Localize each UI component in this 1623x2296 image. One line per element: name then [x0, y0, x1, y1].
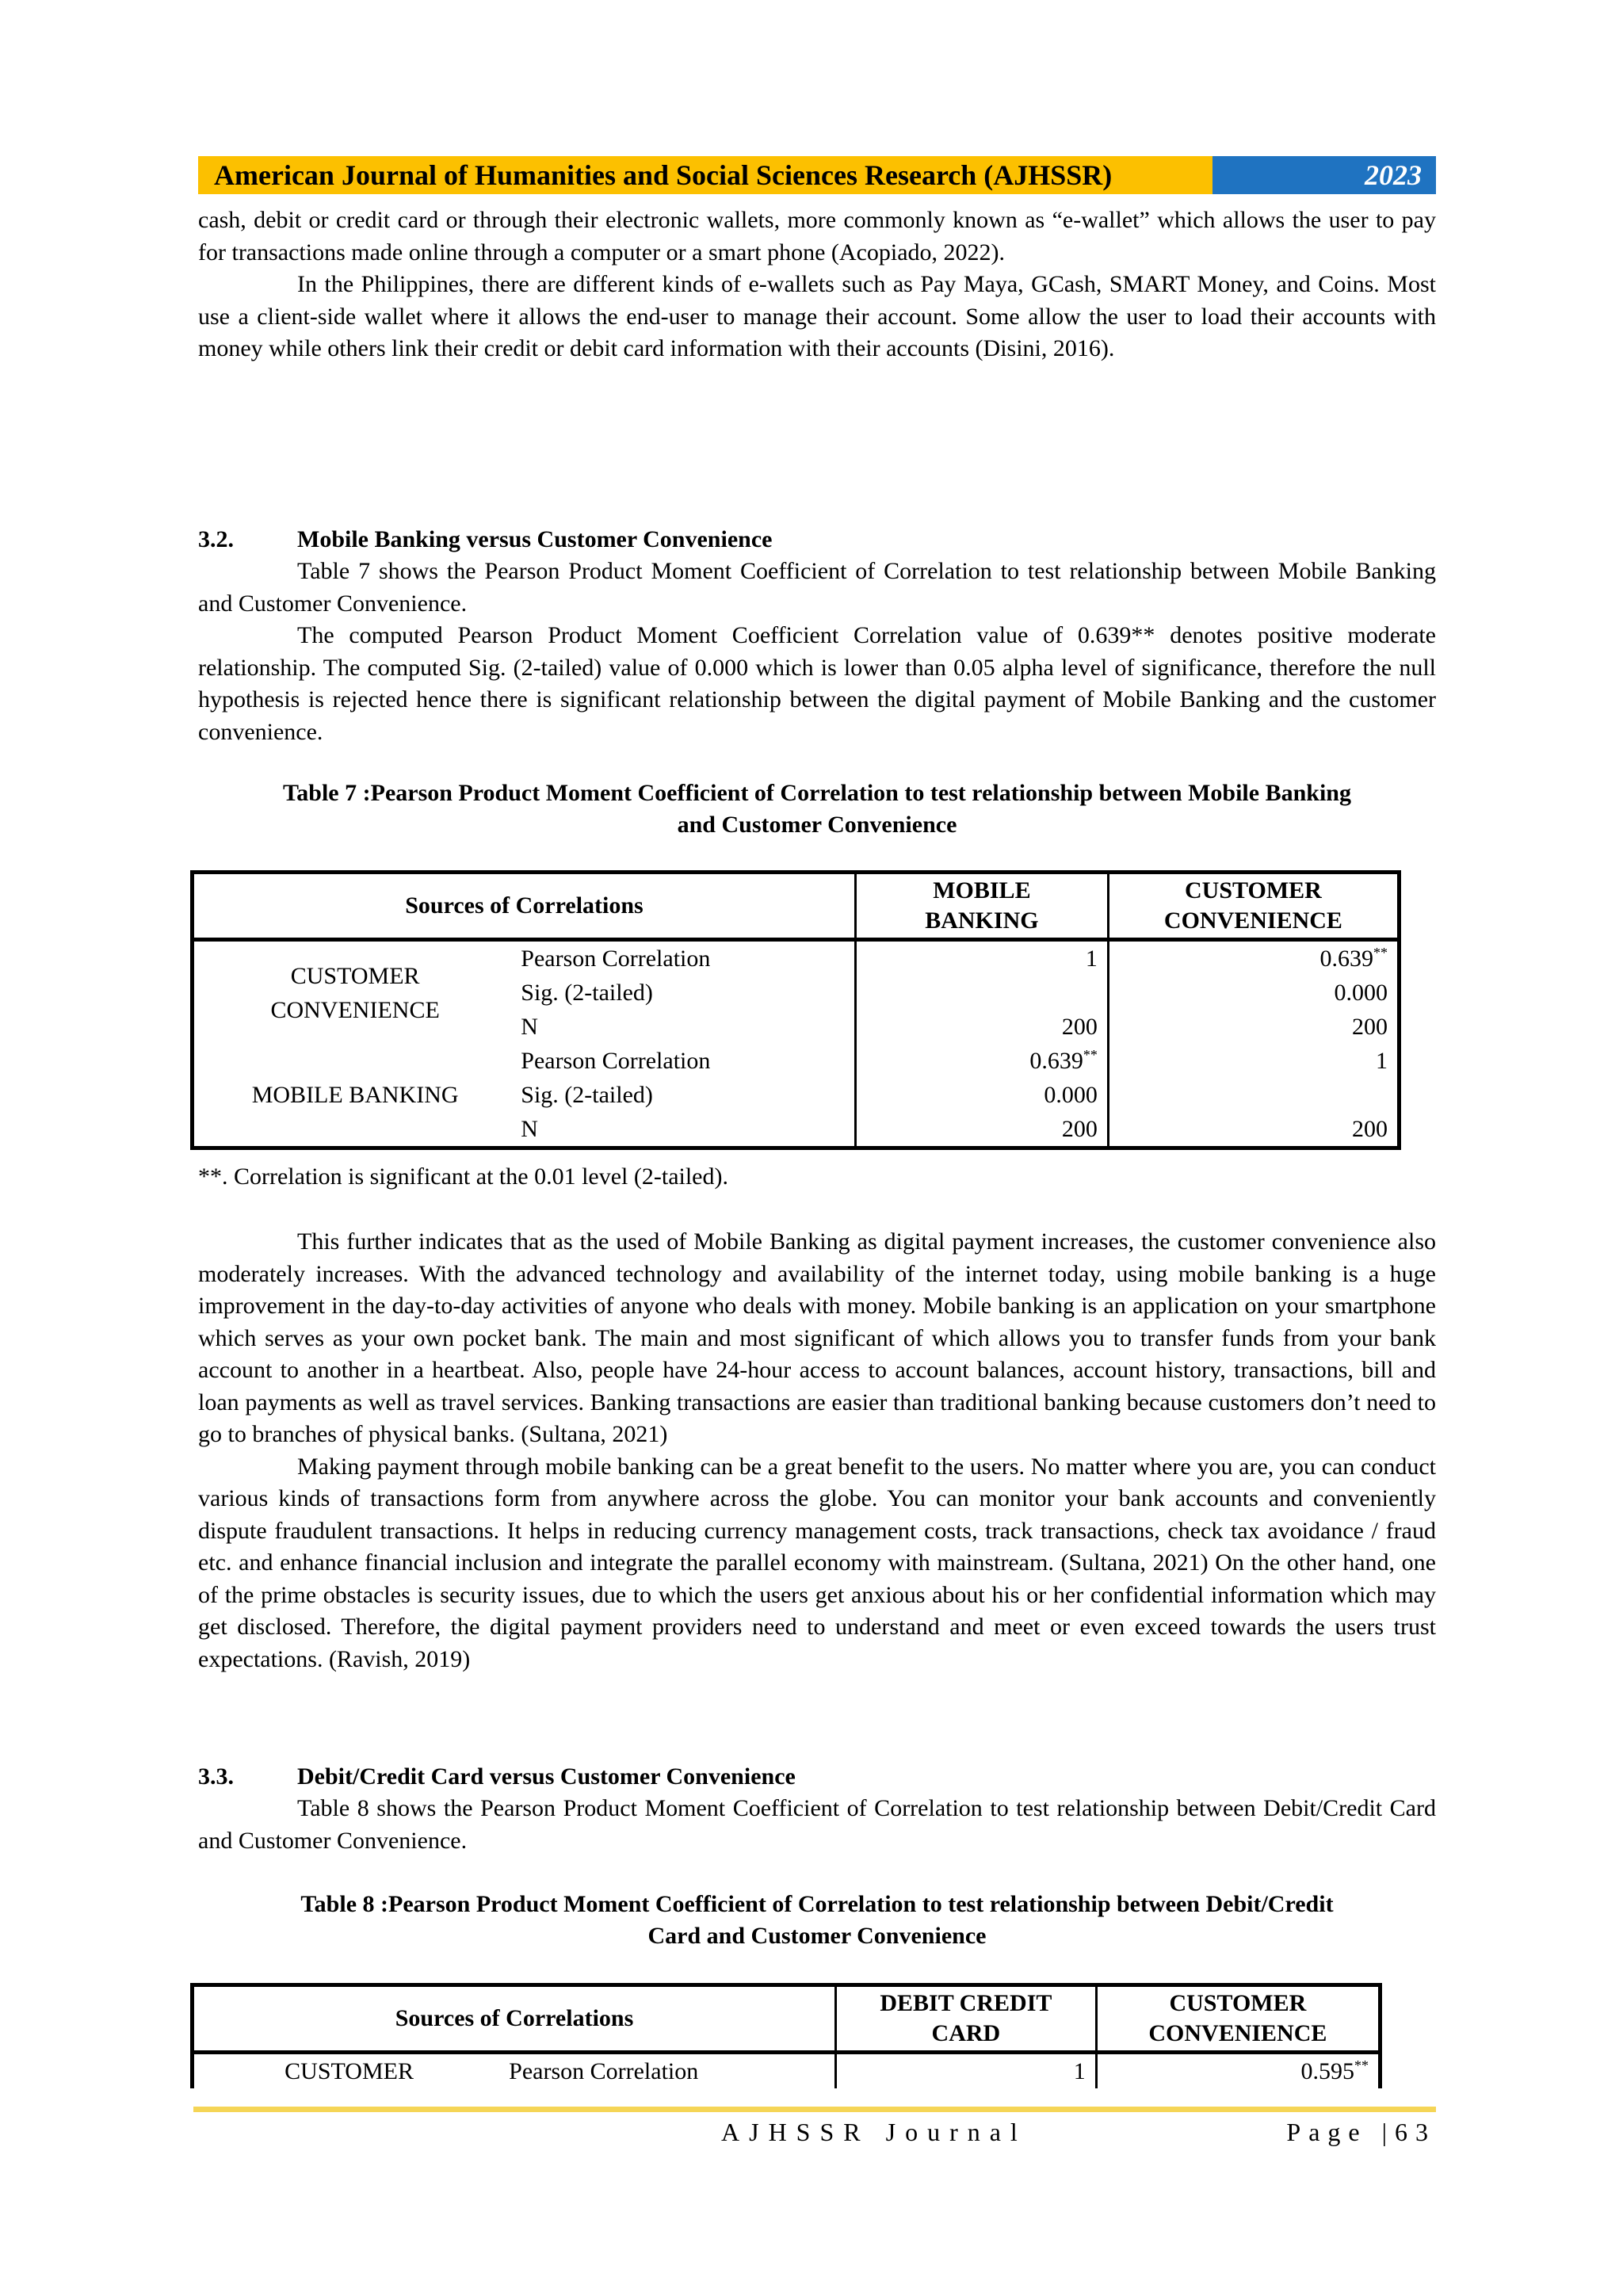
row-label: Pearson Correlation — [521, 946, 711, 972]
group-mobile-banking: MOBILE BANKING — [251, 1082, 459, 1108]
header-mobile-banking: MOBILE BANKING — [855, 873, 1108, 940]
header-customer-convenience: CUSTOMER CONVENIENCE — [1096, 1985, 1380, 2053]
table-7-note: **. Correlation is significant at the 0.01 level (2-tailed). — [198, 1163, 728, 1190]
section-number: 3.3. — [198, 1763, 234, 1790]
journal-year: 2023 — [1212, 156, 1436, 194]
caption-line: and Customer Convenience — [677, 812, 957, 838]
section-3-3-paragraph-1: Table 8 shows the Pearson Product Moment Coefficient of Correlation to test relationship between Debit/Credit Card and Customer Convenience. — [198, 1795, 1436, 1854]
row-label: Sig. (2-tailed) — [521, 980, 653, 1006]
section-3-2-paragraph-1: Table 7 shows the Pearson Product Moment Coefficient of Correlation to test relationship between Mobile Banking and Customer Convenience. — [198, 558, 1436, 617]
section-title: Mobile Banking versus Customer Convenience — [297, 526, 773, 552]
table-header-row — [193, 873, 1400, 940]
cell-value: 200 — [855, 1112, 1108, 1148]
caption-line: Table 7 :Pearson Product Moment Coefficient of Correlation to test relationship between Mobile Banking — [283, 780, 1351, 806]
cell-value — [1108, 1078, 1399, 1112]
group-customer-convenience: CUSTOMER CONVENIENCE — [270, 962, 440, 1023]
row-label: N — [521, 1116, 538, 1142]
header-sources: Sources of Correlations — [193, 873, 856, 940]
table-7-caption — [198, 777, 1436, 841]
footer-journal: AJHSSR Journal — [721, 2118, 1027, 2146]
row-label: N — [521, 1014, 538, 1040]
cell-value: 200 — [1108, 1010, 1399, 1044]
table-row — [193, 940, 1400, 976]
table-header-row — [193, 1985, 1381, 2053]
journal-header — [198, 156, 1436, 194]
table-row — [193, 1044, 1400, 1078]
section-3-3-heading — [198, 1761, 796, 1793]
row-label: Pearson Correlation — [509, 2058, 699, 2084]
cell-value: 200 — [855, 1010, 1108, 1044]
intro-paragraph-2: In the Philippines, there are different kinds of e-wallets such as Pay Maya, GCash, SMART Money, and Coins. Most use a client-side wallet where it allows the end-user to manage their account. Some allow the user to load their accounts with money while others link their credit or debit card information with their accounts (Disini, 2016). — [198, 271, 1436, 361]
section-title: Debit/Credit Card versus Customer Convenience — [297, 1763, 796, 1790]
footer-rule — [193, 2107, 1436, 2112]
cell-value: 1 — [1108, 1044, 1399, 1078]
cell-value: 1 — [836, 2053, 1097, 2089]
header-debit-credit-card: DEBIT CREDIT CARD — [836, 1985, 1097, 2053]
group-customer: CUSTOMER — [285, 2058, 414, 2084]
discussion-text — [198, 1226, 1436, 1675]
section-3-2-heading — [198, 524, 772, 556]
cell-value: 0.000 — [855, 1078, 1108, 1112]
table-row — [193, 2053, 1381, 2089]
cell-value: 200 — [1108, 1112, 1399, 1148]
cell-value: 1 — [855, 940, 1108, 976]
section-3-3-text — [198, 1793, 1436, 1857]
row-label: Sig. (2-tailed) — [521, 1082, 653, 1108]
cell-value — [855, 976, 1108, 1010]
intro-paragraph-1: cash, debit or credit card or through their electronic wallets, more commonly known as “e-wallet” which allows the user to pay for transactions made online through a computer or a smart phone (Acopiado, 2022). — [198, 207, 1436, 266]
table-8 — [190, 1983, 1382, 2088]
cell-value: 0.639** — [1108, 940, 1399, 976]
caption-line: Table 8 :Pearson Product Moment Coefficient of Correlation to test relationship between Debit/Credit — [300, 1891, 1334, 1917]
intro-text — [198, 204, 1436, 365]
header-customer-convenience: CUSTOMER CONVENIENCE — [1108, 873, 1399, 940]
table-8-caption — [198, 1889, 1436, 1952]
row-label: Pearson Correlation — [521, 1048, 711, 1074]
section-3-2-paragraph-2: The computed Pearson Product Moment Coefficient Correlation value of 0.639** denotes positive moderate relationship. The computed Sig. (2-tailed) value of 0.000 which is lower than 0.05 alpha level of significance, therefore the null hypothesis is rejected hence there is significant relationship between the digital payment of Mobile Banking and the customer convenience. — [198, 622, 1436, 745]
footer-page-number: Page |63 — [1286, 2118, 1436, 2146]
cell-value: 0.595** — [1096, 2053, 1380, 2089]
table-7 — [190, 870, 1401, 1150]
discussion-paragraph-2: Making payment through mobile banking can be a great benefit to the users. No matter where you are, you can conduct various kinds of transactions form from anywhere across the globe. You can monitor your bank accounts and conveniently dispute fraudulent transactions. It helps in reducing currency management costs, track transactions, check tax avoidance / fraud etc. and enhance financial inclusion and integrate the parallel economy with mainstream. (Sultana, 2021) On the other hand, one of the prime obstacles is security issues, due to which the users get anxious about his or her confidential information which may get disclosed. Therefore, the digital payment providers need to understand and meet or even exceed towards the users trust expectations. (Ravish, 2019) — [198, 1453, 1436, 1672]
section-3-2-text — [198, 556, 1436, 748]
header-sources: Sources of Correlations — [193, 1985, 836, 2053]
journal-title: American Journal of Humanities and Social Sciences Research (AJHSSR) — [198, 156, 1212, 194]
cell-value: 0.639** — [855, 1044, 1108, 1078]
section-number: 3.2. — [198, 526, 234, 552]
caption-line: Card and Customer Convenience — [647, 1923, 987, 1949]
discussion-paragraph-1: This further indicates that as the used of Mobile Banking as digital payment increases, the customer convenience also moderately increases. With the advanced technology and availability of the internet today, using mobile banking is a huge improvement in the day-to-day activities of anyone who deals with money. Mobile banking is an application on your smartphone which serves as your own pocket bank. The main and most significant of which allows you to transfer funds from your bank account to another in a heartbeat. Also, people have 24-hour access to account balances, account history, transactions, bill and loan payments as well as travel services. Banking transactions are easier than traditional banking because customers don’t need to go to branches of physical banks. (Sultana, 2021) — [198, 1228, 1436, 1447]
cell-value: 0.000 — [1108, 976, 1399, 1010]
